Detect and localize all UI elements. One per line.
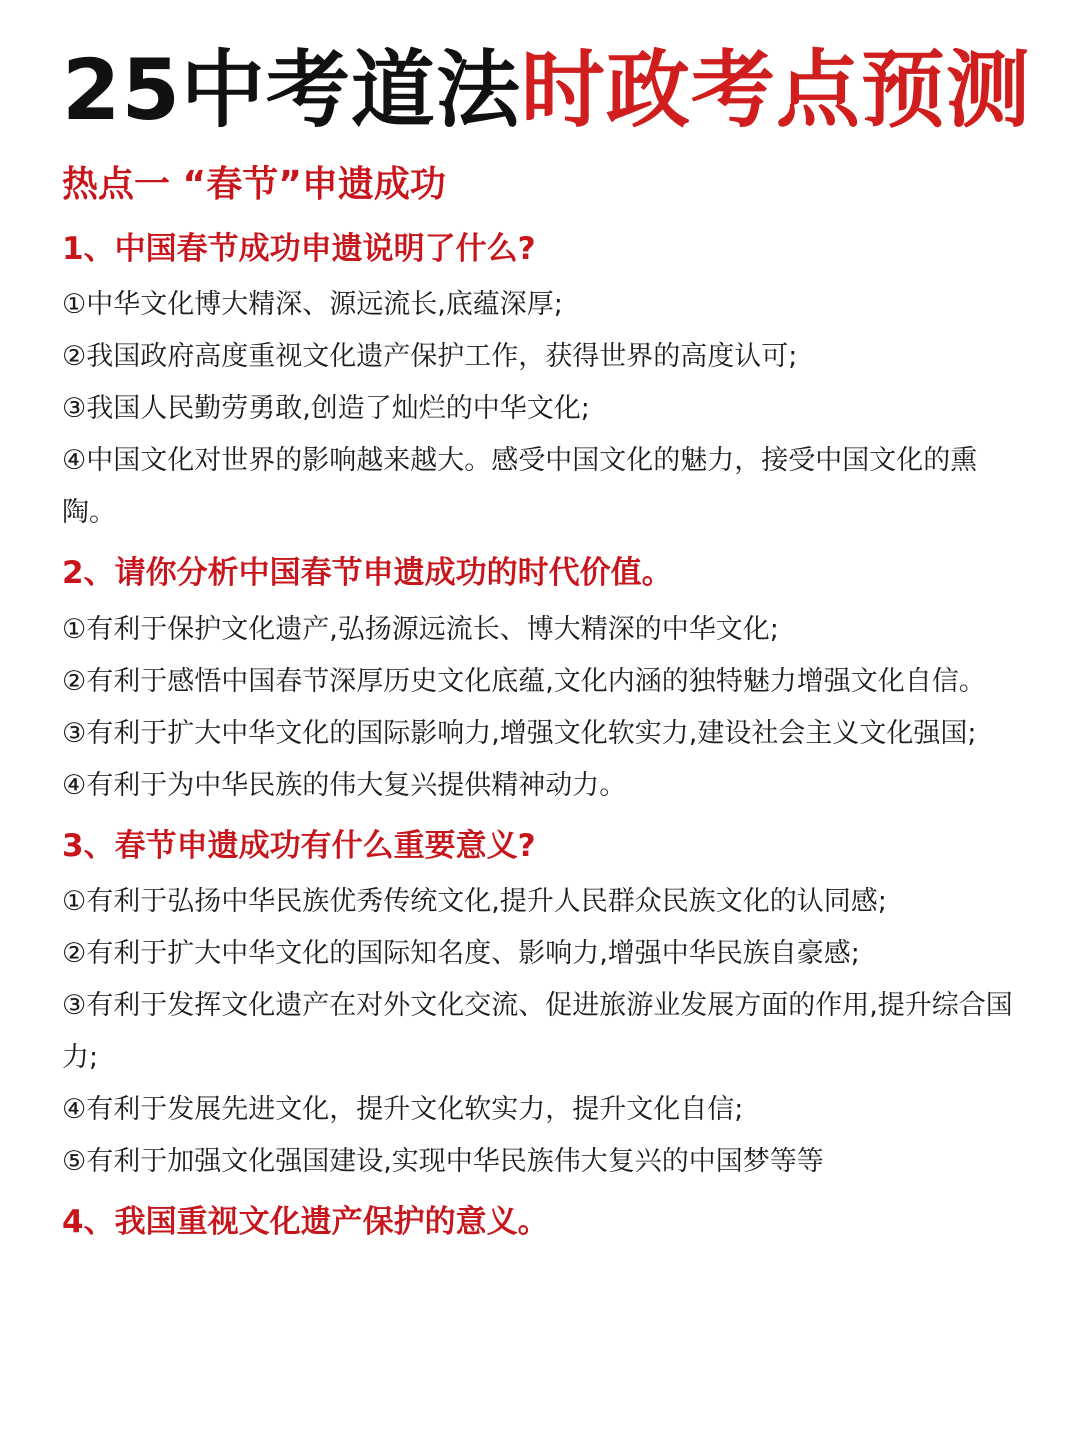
question-heading: 3、春节申遗成功有什么重要意义?: [62, 827, 536, 864]
section-1: [62, 229, 1020, 539]
hotspot-heading: 热点一 “春节”申遗成功: [62, 164, 446, 206]
answer-item: ④有利于为中华民族的伟大复兴提供精神动力。: [62, 769, 627, 801]
answer-item: ②有利于扩大中华文化的国际知名度、影响力,增强中华民族自豪感;: [62, 938, 860, 970]
answer-list: [62, 604, 1020, 812]
page-title: [62, 41, 1031, 139]
title-red-part: 时政考点预测: [520, 41, 1031, 139]
question-heading: 1、中国春节成功申遗说明了什么?: [62, 231, 536, 268]
answer-item: ①中华文化博大精深、源远流长,底蕴深厚;: [62, 289, 563, 321]
question-heading: 2、请你分析中国春节申遗成功的时代价值。: [62, 555, 673, 592]
title-black-part: 25中考道法: [62, 41, 521, 139]
answer-item: ①有利于弘扬中华民族优秀传统文化,提升人民群众民族文化的认同感;: [62, 886, 887, 918]
answer-list: [62, 876, 1020, 1188]
answer-item: ③我国人民勤劳勇敢,创造了灿烂的中华文化;: [62, 393, 590, 425]
answer-item: ③有利于扩大中华文化的国际影响力,增强文化软实力,建设社会主义文化强国;: [62, 717, 977, 749]
answer-item: ⑤有利于加强文化强国建设,实现中华民族伟大复兴的中国梦等等: [62, 1146, 824, 1178]
answer-item: ①有利于保护文化遗产,弘扬源远流长、博大精深的中华文化;: [62, 613, 779, 645]
question-heading: 4、我国重视文化遗产保护的意义。: [62, 1204, 549, 1241]
answer-item: ④中国文化对世界的影响越来越大。感受中国文化的魅力，接受中国文化的熏陶。: [62, 445, 978, 529]
answer-list: [62, 279, 1020, 539]
section-4: [62, 1202, 1020, 1242]
section-3: [62, 826, 1020, 1188]
answer-item: ②有利于感悟中国春节深厚历史文化底蕴,文化内涵的独特魅力增强文化自信。: [62, 665, 986, 697]
answer-item: ③有利于发挥文化遗产在对外文化交流、促进旅游业发展方面的作用,提升综合国力;: [62, 990, 1013, 1074]
answer-item: ②我国政府高度重视文化遗产保护工作，获得世界的高度认可;: [62, 341, 798, 373]
answer-item: ④有利于发展先进文化，提升文化软实力，提升文化自信;: [62, 1094, 744, 1126]
section-2: [62, 553, 1020, 811]
